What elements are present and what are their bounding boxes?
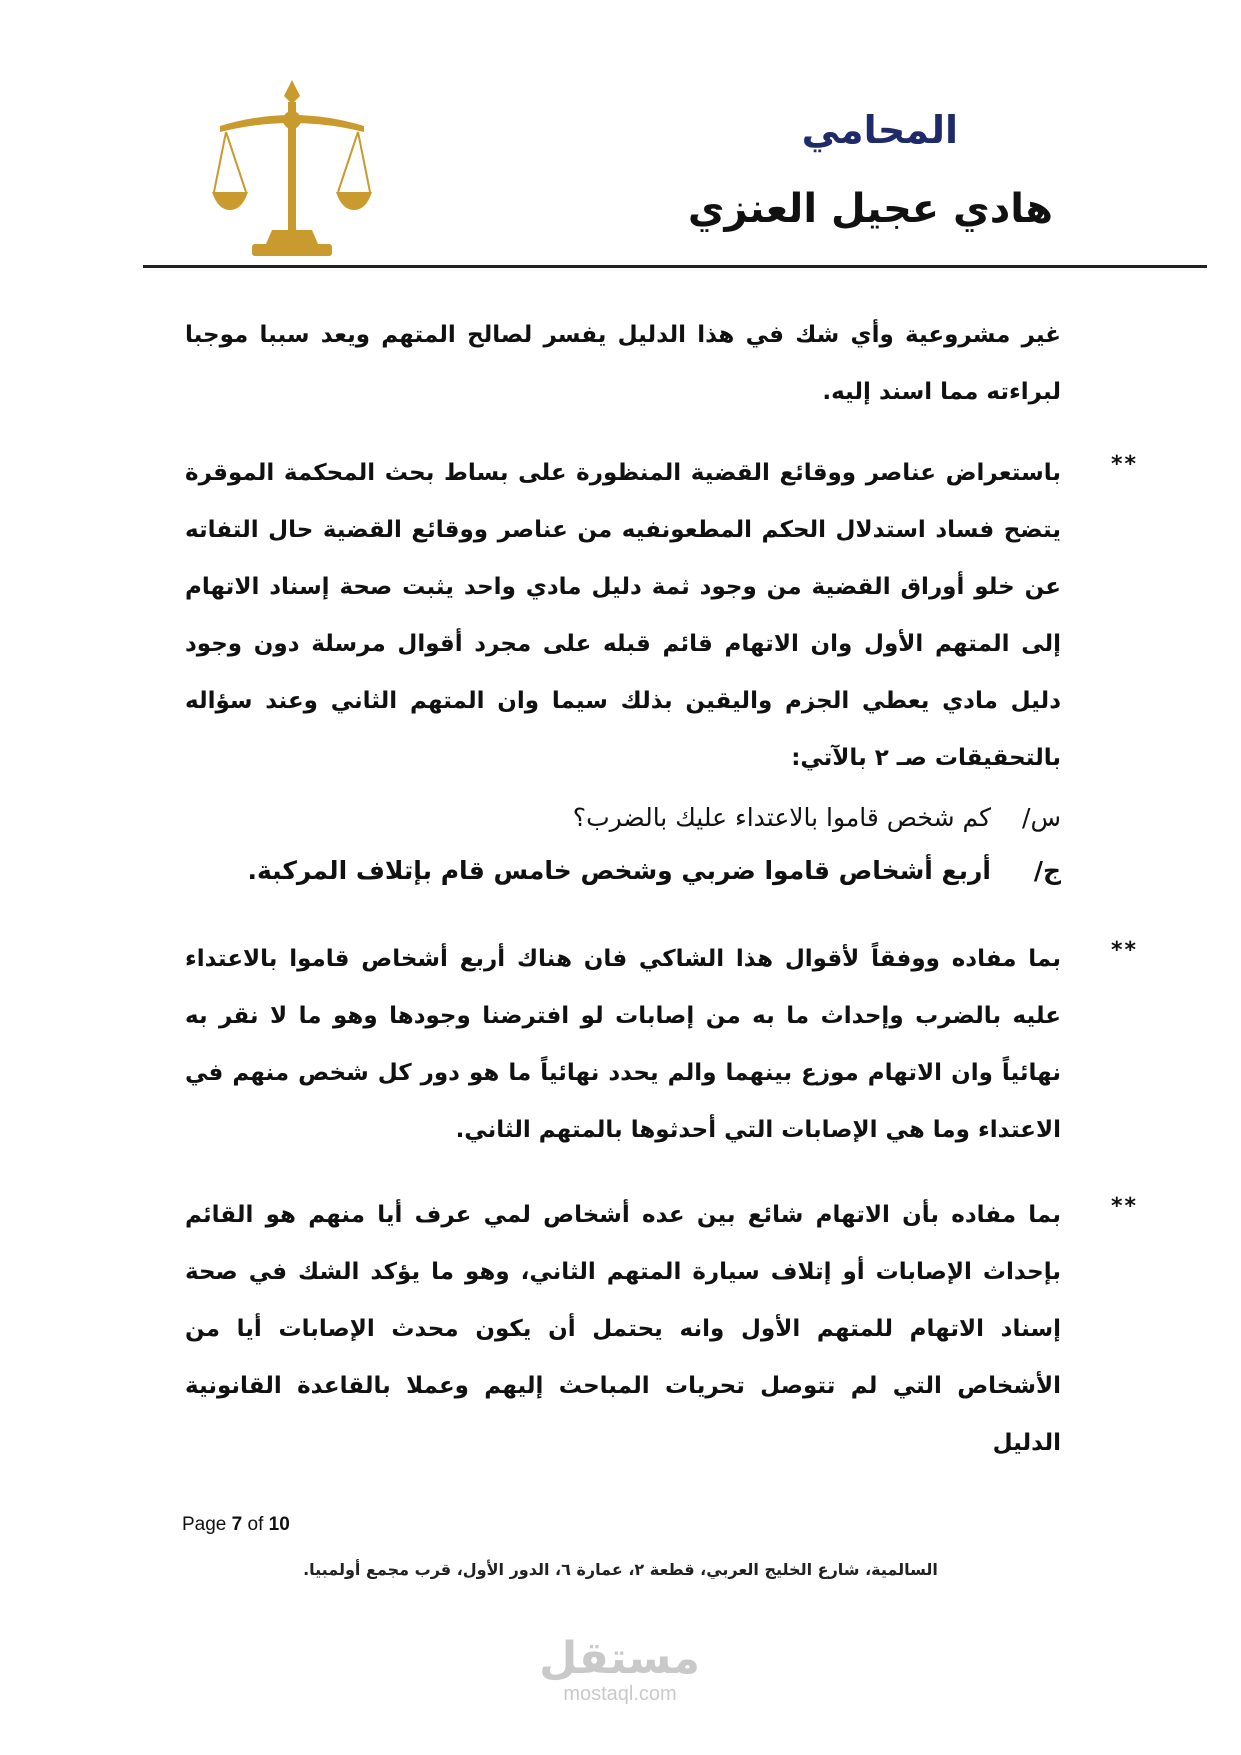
watermark-latin: mostaql.com bbox=[563, 1683, 677, 1705]
answer-marker: ج/ bbox=[1033, 856, 1061, 885]
scales-of-justice-icon bbox=[212, 74, 372, 264]
office-address: السالمية، شارع الخليج العربي، قطعة ٢، عمارة ٦، الدور الأول، قرب مجمع أولمبيا. bbox=[303, 1560, 938, 1579]
intro-paragraph: غير مشروعية وأي شك في هذا الدليل يفسر لصالح المتهم ويعد سببا موجبا لبراءته مما اسند إليه. bbox=[185, 322, 1061, 405]
section-1-bullet: ** bbox=[1110, 452, 1138, 477]
section-3-paragraph: بما مفاده بأن الاتهام شائع بين عده أشخاص لمي عرف أيا منهم هو القائم بإحداث الإصابات أو إتلاف سيارة المتهم الثاني، وهو ما يؤكد الشك في صحة إسناد الاتهام للمتهم الأول وانه يحتمل أن يكون محدث الإصابات أيا من الأشخاص التي لم تتوصل تحريات المباحث إليهم وعملا بالقاعدة القانونية الدليل bbox=[185, 1202, 1061, 1456]
answer-text: أربع أشخاص قاموا ضربي وشخص خامس قام بإتلاف المركبة. bbox=[247, 856, 991, 885]
qa-question bbox=[185, 803, 1061, 832]
question-marker: س/ bbox=[1022, 803, 1061, 832]
section-2-bullet: ** bbox=[1110, 938, 1138, 963]
question-text: كم شخص قاموا بالاعتداء عليك بالضرب؟ bbox=[572, 803, 991, 832]
section-3-bullet: ** bbox=[1110, 1194, 1138, 1219]
page-number bbox=[182, 1514, 290, 1536]
qa-answer bbox=[185, 856, 1061, 885]
page-prefix: Page bbox=[182, 1514, 227, 1535]
watermark bbox=[540, 1635, 700, 1705]
lawyer-label: المحامي bbox=[801, 108, 958, 152]
page-of: of bbox=[247, 1514, 264, 1535]
page-current: 7 bbox=[231, 1514, 243, 1535]
watermark-arabic: مستقل bbox=[539, 1633, 700, 1684]
section-2-paragraph: بما مفاده ووفقاً لأقوال هذا الشاكي فان هناك أربع أشخاص قاموا بالاعتداء عليه بالضرب وإحداث ما به من إصابات لو افترضنا وجودها وهو ما لا نقر به نهائياً وان الاتهام موزع بينهما والم يحدد نهائياً ما هو دور كل شخص منهم في الاعتداء وما هي الإصابات التي أحدثوها بالمتهم الثاني. bbox=[185, 946, 1061, 1143]
page-total: 10 bbox=[268, 1514, 290, 1535]
section-1-paragraph: باستعراض عناصر ووقائع القضية المنظورة على بساط بحث المحكمة الموقرة يتضح فساد استدلال الحكم المطعونفيه من عناصر ووقائع القضية حال التفاته عن خلو أوراق القضية من وجود ثمة دليل مادي واحد يثبت صحة إسناد الاتهام إلى المتهم الأول وان الاتهام قائم قبله على مجرد أقوال مرسلة دون وجود دليل مادي يعطي الجزم واليقين بذلك سيما وان المتهم الثاني وعند سؤاله بالتحقيقات صـ ٢ بالآتي: bbox=[185, 460, 1061, 771]
lawyer-name: هادي عجيل العنزي bbox=[687, 186, 1053, 232]
header-divider bbox=[143, 265, 1207, 268]
